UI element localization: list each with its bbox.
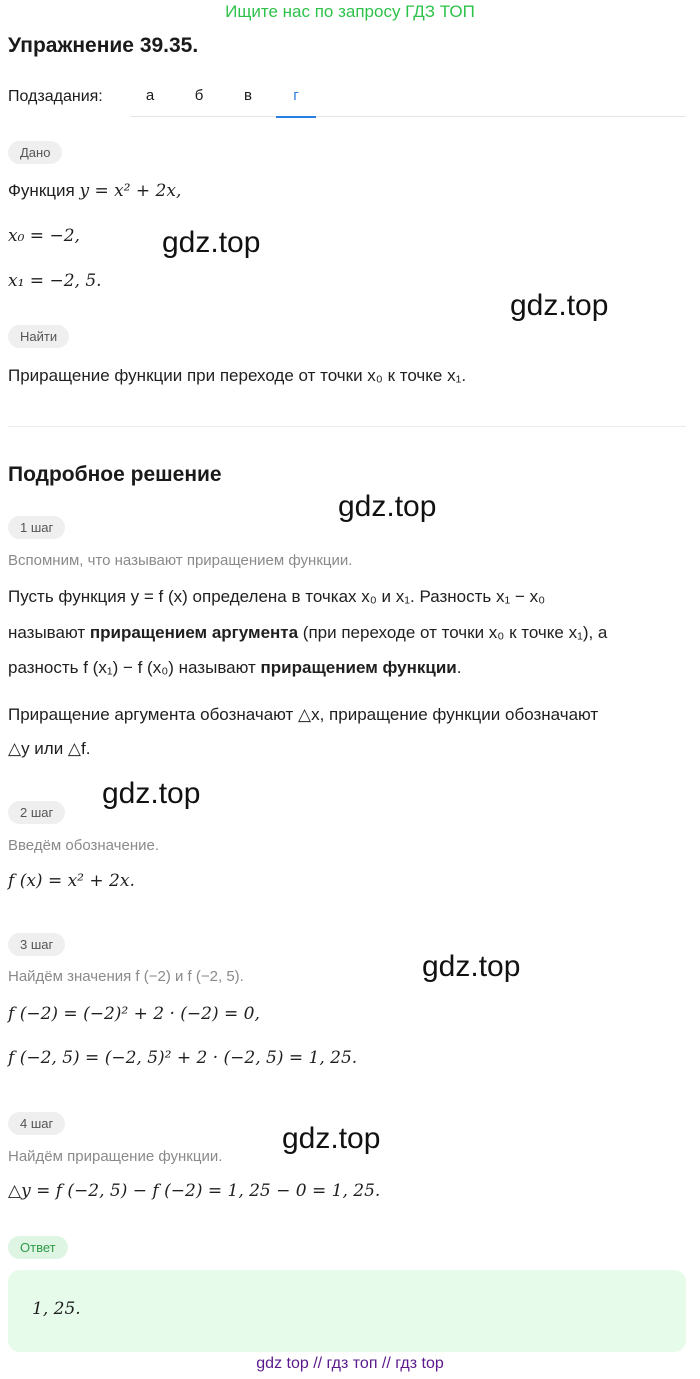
- step-3-hint: Найдём значения f (−2) и f (−2, 5).: [8, 968, 244, 985]
- watermark: gdz.top: [338, 490, 437, 523]
- given-function-formula: y = x² + 2x,: [79, 181, 182, 201]
- term-argument-increment: приращением аргумента: [89, 623, 299, 642]
- step-1-line-2-c: (при переходе от точки x₀ к точке x₁), а: [298, 623, 608, 642]
- given-function-prefix: Функция: [8, 181, 75, 200]
- step-1-line-2: [8, 623, 607, 643]
- watermark: gdz.top: [162, 226, 261, 259]
- step-1-line-3-c: .: [456, 658, 462, 677]
- step-2-hint: Введём обозначение.: [8, 837, 160, 854]
- subtasks-tabs: [130, 80, 686, 117]
- step-1-line-3: [8, 658, 461, 678]
- step-2-formula: f (x) = x² + 2x.: [8, 871, 135, 891]
- term-function-increment: приращением функции: [260, 658, 457, 677]
- step-1-line-2-a: называют: [8, 623, 90, 642]
- find-text: Приращение функции при переходе от точки x₀ к точке x₁.: [8, 366, 467, 385]
- watermark: gdz.top: [282, 1122, 381, 1155]
- tab-g[interactable]: г: [276, 80, 316, 118]
- given-x0: x₀ = −2,: [8, 226, 80, 246]
- step-1-line-1: Пусть функция y = f (x) определена в точках x₀ и x₁. Разность x₁ − x₀: [8, 587, 546, 606]
- search-banner: Ищите нас по запросу ГДЗ ТОП: [225, 2, 475, 21]
- given-function: [8, 181, 181, 201]
- step-1-hint: Вспомним, что называют приращением функции.: [8, 552, 353, 569]
- answer-badge: Ответ: [8, 1236, 68, 1259]
- solution-title: Подробное решение: [8, 463, 222, 486]
- tab-b[interactable]: б: [194, 87, 204, 104]
- watermark: gdz.top: [102, 777, 201, 810]
- step-1-line-4: Приращение аргумента обозначают △x, приращение функции обозначают: [8, 705, 599, 724]
- tab-a[interactable]: а: [145, 87, 155, 104]
- step-3-badge: 3 шаг: [8, 933, 65, 956]
- tab-v[interactable]: в: [244, 87, 252, 104]
- subtasks-label: Подзадания:: [8, 88, 103, 105]
- divider: [8, 426, 686, 427]
- given-x1: x₁ = −2, 5.: [8, 271, 102, 291]
- step-3-formula-2: f (−2, 5) = (−2, 5)² + 2 · (−2, 5) = 1, 25.: [8, 1048, 358, 1068]
- answer-box: [8, 1270, 686, 1352]
- find-badge: Найти: [8, 325, 69, 348]
- step-1-line-3-a: разность f (x₁) − f (x₀) называют: [8, 658, 261, 677]
- answer-value: 1, 25.: [32, 1299, 81, 1319]
- step-4-formula: △y = f (−2, 5) − f (−2) = 1, 25 − 0 = 1, 25.: [8, 1181, 381, 1201]
- page-title: Упражнение 39.35.: [8, 34, 199, 57]
- step-2-badge: 2 шаг: [8, 801, 65, 824]
- step-1-line-5: △y или △f.: [8, 739, 91, 758]
- footer-links[interactable]: gdz top // гдз топ // гдз top: [256, 1355, 444, 1372]
- step-4-hint: Найдём приращение функции.: [8, 1148, 223, 1165]
- watermark: gdz.top: [510, 289, 609, 322]
- watermark: gdz.top: [422, 950, 521, 983]
- step-4-badge: 4 шаг: [8, 1112, 65, 1135]
- given-badge: Дано: [8, 141, 62, 164]
- step-3-formula-1: f (−2) = (−2)² + 2 · (−2) = 0,: [8, 1004, 260, 1024]
- step-1-badge: 1 шаг: [8, 516, 65, 539]
